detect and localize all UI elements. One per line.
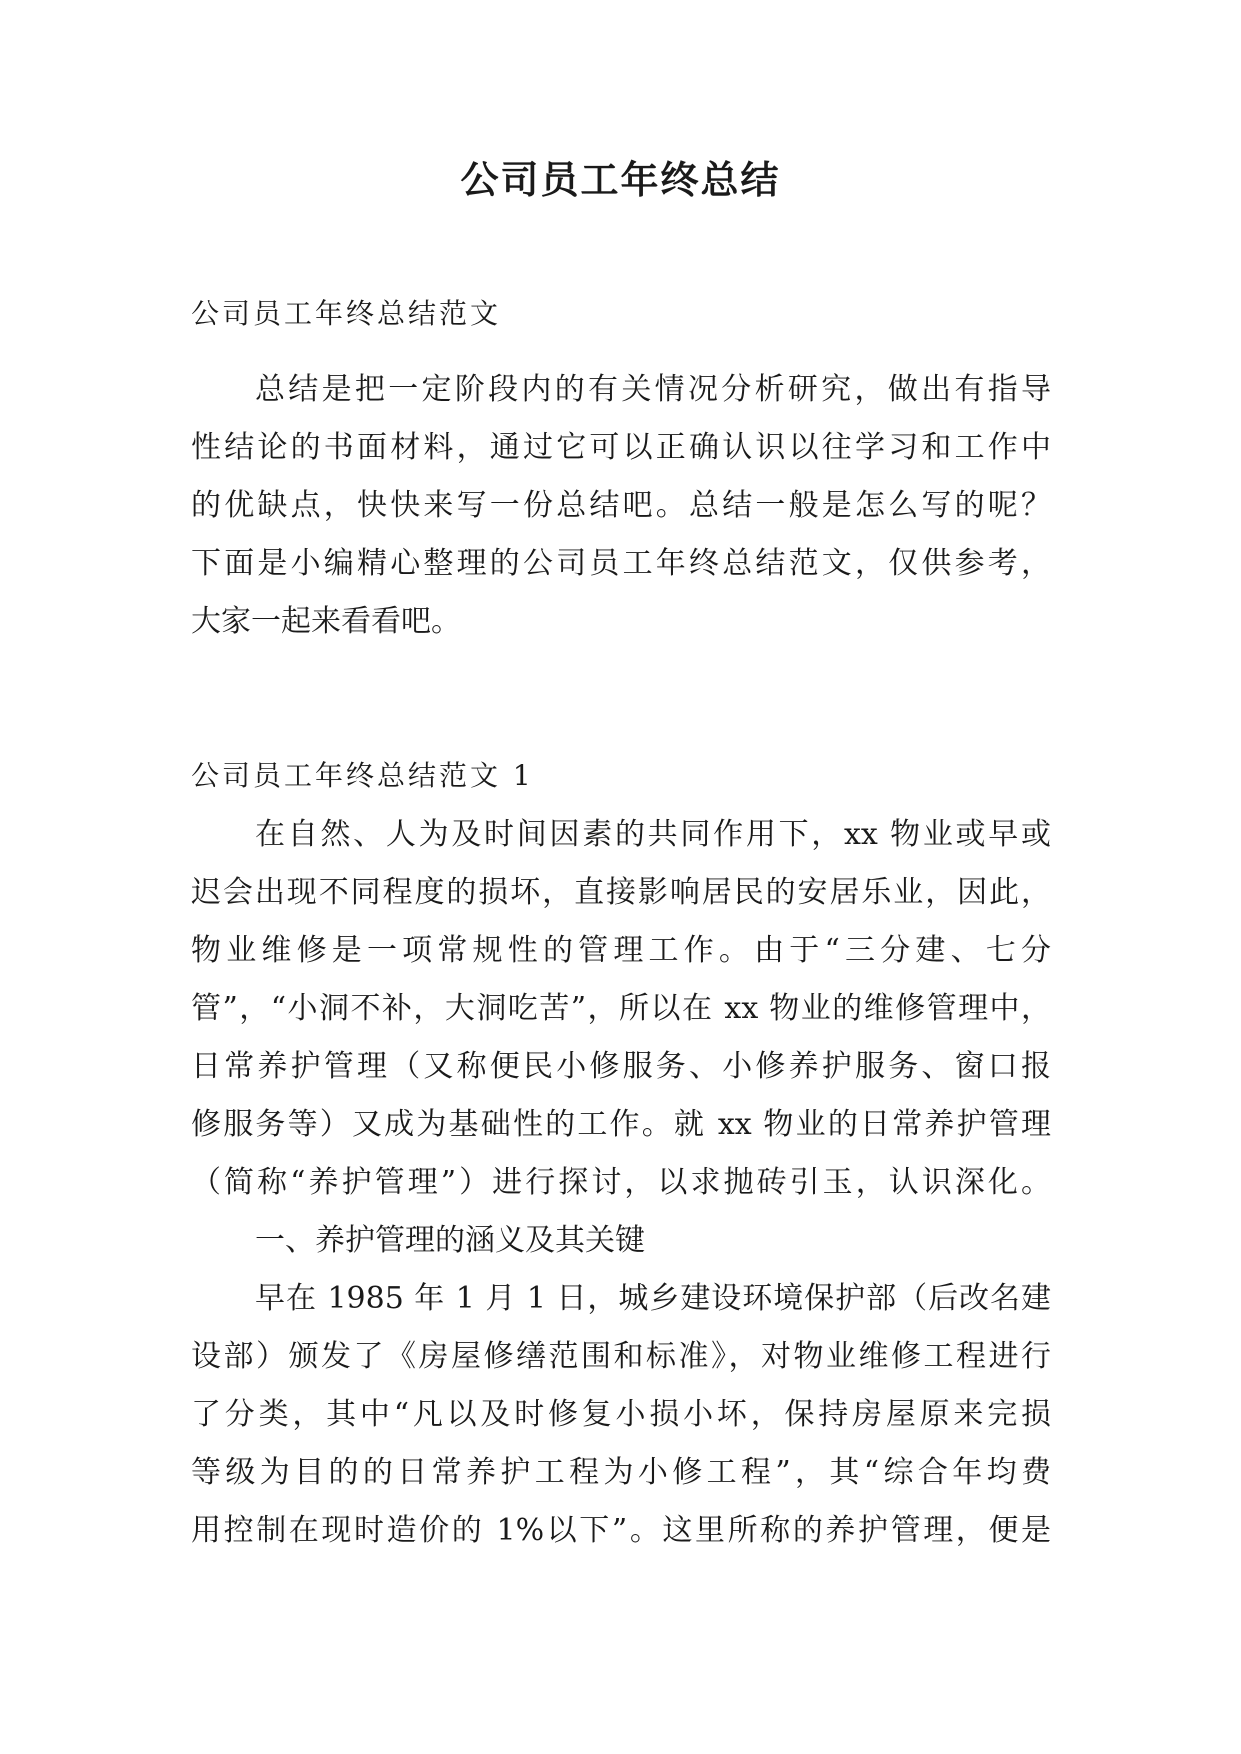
intro-line: 总结是把一定阶段内的有关情况分析研究，做出有指导 <box>255 372 1051 407</box>
body-line: 日常养护管理（又称便民小修服务、小修养护服务、窗口报 <box>191 1049 1051 1084</box>
intro-line: 的优缺点，快快来写一份总结吧。总结一般是怎么写的呢？ <box>191 488 1051 523</box>
document-subtitle: 公司员工年终总结范文 <box>191 297 502 330</box>
body-line: 管”，“小洞不补，大洞吃苦”，所以在 xx 物业的维修管理中， <box>191 991 1051 1026</box>
body-line: 物业维修是一项常规性的管理工作。由于“三分建、七分 <box>191 933 1051 968</box>
document-title: 公司员工年终总结 <box>460 157 781 202</box>
body-subheading: 一、养护管理的涵义及其关键 <box>255 1223 645 1258</box>
body-line: 设部）颁发了《房屋修缮范围和标准》，对物业维修工程进行 <box>191 1339 1051 1374</box>
body-line: 修服务等）又成为基础性的工作。就 xx 物业的日常养护管理 <box>191 1107 1051 1142</box>
body-line: 了分类，其中“凡以及时修复小损小坏，保持房屋原来完损 <box>191 1397 1051 1432</box>
body-line: 迟会出现不同程度的损坏，直接影响居民的安居乐业，因此， <box>191 875 1051 910</box>
intro-paragraph <box>191 370 1051 660</box>
intro-line: 下面是小编精心整理的公司员工年终总结范文，仅供参考， <box>191 546 1051 581</box>
body-line: 等级为目的的日常养护工程为小修工程”，其“综合年均费 <box>191 1455 1051 1490</box>
body-paragraphs <box>191 815 1051 1569</box>
body-line: 在自然、人为及时间因素的共同作用下，xx 物业或早或 <box>255 817 1051 852</box>
body-line: （简称“养护管理”）进行探讨，以求抛砖引玉，认识深化。 <box>191 1165 1051 1200</box>
intro-line: 大家一起来看看吧。 <box>191 604 461 639</box>
intro-line: 性结论的书面材料，通过它可以正确认识以往学习和工作中 <box>191 430 1051 465</box>
section-heading: 公司员工年终总结范文 1 <box>191 759 534 792</box>
body-line: 用控制在现时造价的 1%以下”。这里所称的养护管理，便是 <box>191 1513 1051 1548</box>
body-line: 早在 1985 年 1 月 1 日，城乡建设环境保护部（后改名建 <box>255 1281 1051 1316</box>
